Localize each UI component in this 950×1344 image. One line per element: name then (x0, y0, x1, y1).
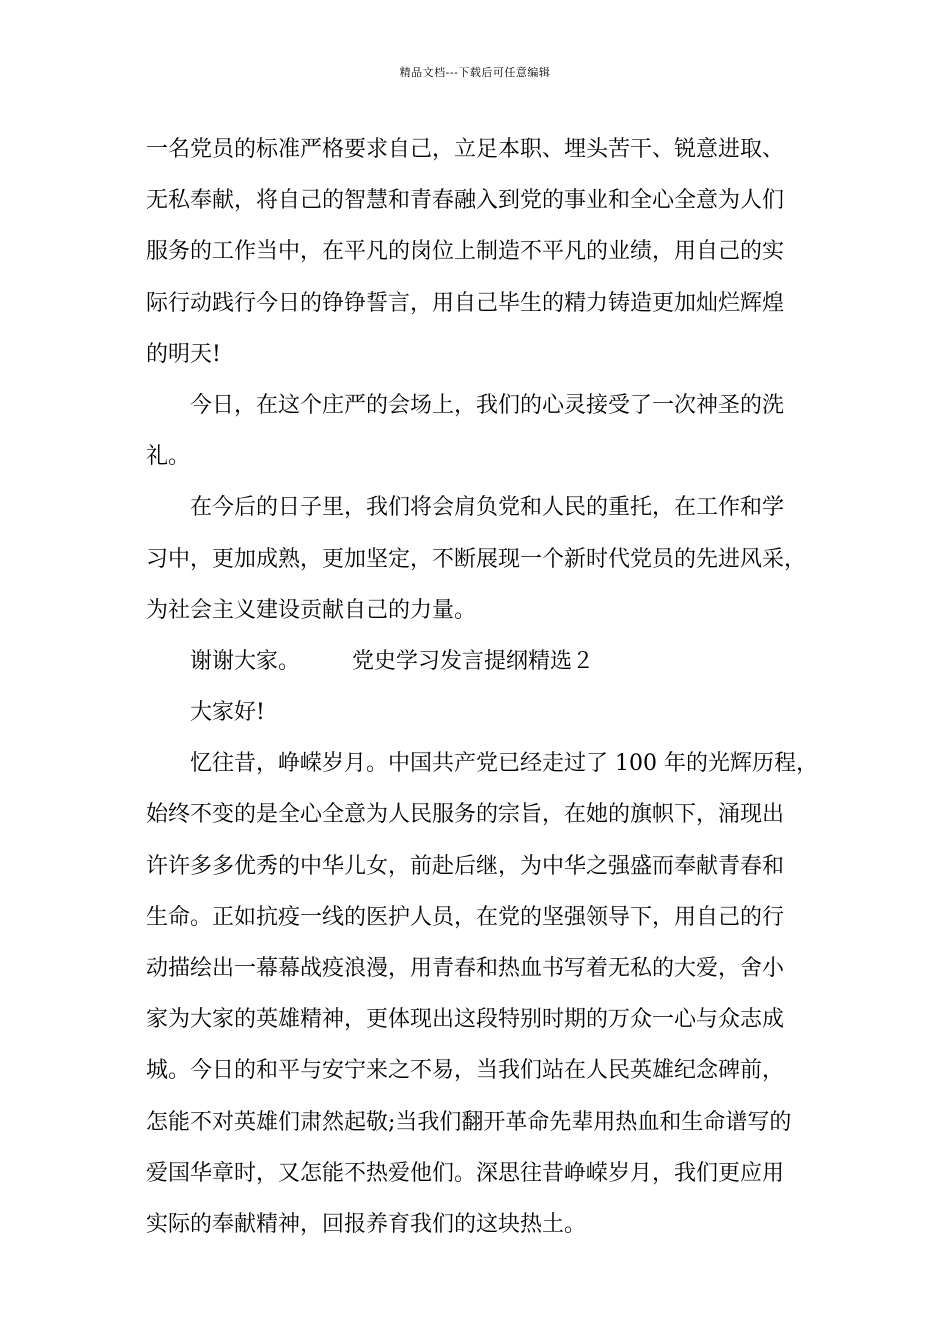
text-line: 习中，更加成熟，更加坚定，不断展现一个新时代党员的先进风采， (146, 546, 807, 572)
text-line: 礼。 (146, 444, 191, 470)
document-body (146, 124, 816, 1250)
text-line: 的明天! (146, 341, 221, 367)
text-line: 服务的工作当中，在平凡的岗位上制造不平凡的业绩，用自己的实 (146, 239, 785, 265)
text-line: 怎能不对英雄们肃然起敬;当我们翻开革命先辈用热血和生命谱写的 (146, 1109, 792, 1135)
page-header: 精品文档---下载后可任意编辑 (399, 66, 551, 79)
paragraph-start-line: 今日，在这个庄严的会场上，我们的心灵接受了一次神圣的洗 (190, 392, 785, 418)
text-line: 一名党员的标准严格要求自己，立足本职、埋头苦干、锐意进取、 (146, 137, 785, 162)
text-line: 际行动践行今日的铮铮誓言，用自己毕生的精力铸造更加灿烂辉煌 (146, 290, 785, 316)
closing-text: 谢谢大家。 (190, 648, 301, 674)
text-line: 生命。正如抗疫一线的医护人员，在党的坚强领导下，用自己的行 (146, 904, 785, 930)
text-line: 动描绘出一幕幕战疫浪漫，用青春和热血书写着无私的大爱，舍小 (146, 956, 785, 981)
text-line: 爱国华章时，又怎能不热爱他们。深思往昔峥嵘岁月，我们更应用 (146, 1160, 785, 1186)
text-line: 许许多多优秀的中华儿女，前赴后继，为中华之强盛而奉献青春和 (146, 853, 785, 879)
closing-and-title-line (146, 636, 816, 687)
text-line: 实际的奉献精神，回报养育我们的这块热土。 (146, 1211, 587, 1237)
text-line: 为社会主义建设贡献自己的力量。 (146, 597, 477, 623)
paragraph-start-line: 忆往昔，峥嵘岁月。中国共产党已经走过了 100 年的光辉历程， (190, 751, 818, 777)
text-line: 无私奉献，将自己的智慧和青春融入到党的事业和全心全意为人们 (146, 188, 785, 214)
text-line: 城。今日的和平与安宁来之不易，当我们站在人民英雄纪念碑前， (146, 1058, 785, 1084)
greeting-line: 大家好! (190, 700, 265, 726)
section-title: 党史学习发言提纲精选２ (352, 648, 595, 674)
text-line: 始终不变的是全心全意为人民服务的宗旨，在她的旗帜下，涌现出 (146, 802, 785, 828)
text-line: 家为大家的英雄精神，更体现出这段特别时期的万众一心与众志成 (146, 1007, 785, 1033)
paragraph-start-line: 在今后的日子里，我们将会肩负党和人民的重托，在工作和学 (190, 495, 785, 521)
